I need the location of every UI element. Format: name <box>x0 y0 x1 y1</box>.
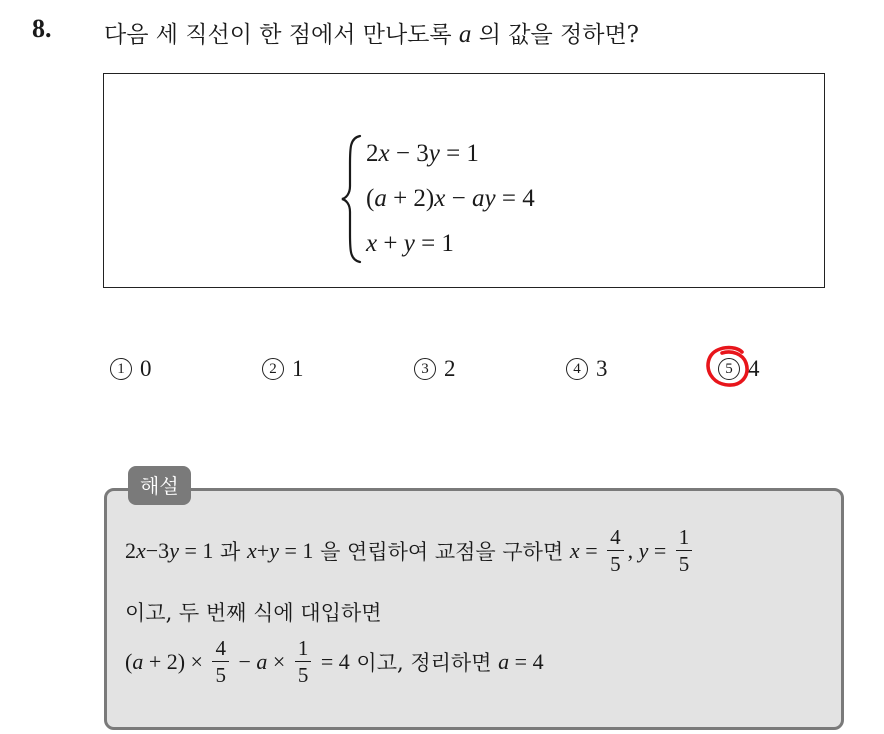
solution-tag: 해설 <box>128 466 191 505</box>
question-text-after: 의 값을 정하면? <box>478 22 639 48</box>
equation-2 <box>366 185 535 213</box>
sol1-eq-a: 2x−3y = 1 <box>125 538 214 563</box>
sol1-text-2: 을 연립하여 교점을 구하면 <box>313 540 570 564</box>
eq1-coef: 2 <box>366 140 379 167</box>
question-variable: a <box>458 21 472 48</box>
choice-1[interactable] <box>110 356 152 382</box>
eq2-rhs: = 4 <box>495 185 535 212</box>
sol3-text: 이고, 정리하면 <box>349 651 499 675</box>
sol3-fraction-1: $\frac{4}{5}$ <box>212 638 229 686</box>
eq3-rhs: = 1 <box>414 230 454 257</box>
choice-3[interactable] <box>414 356 456 382</box>
eq2-x: x <box>434 185 446 212</box>
sol3-final: a = 4 <box>498 649 544 674</box>
choice-2-value: 1 <box>292 356 304 381</box>
sol1-text-1: 과 <box>213 540 248 564</box>
choice-2[interactable] <box>262 356 304 382</box>
choice-2-marker: 2 <box>262 358 284 380</box>
solution-line-3 <box>125 638 544 686</box>
eq1-rhs: = 1 <box>439 140 479 167</box>
eq2-mid: + 2) <box>386 185 435 212</box>
eq3-op: + <box>377 230 404 257</box>
sol1-fraction-x: $\frac{4}{5}$ <box>607 527 624 575</box>
choice-3-marker: 3 <box>414 358 436 380</box>
eq3-x: x <box>366 230 378 257</box>
eq3-y: y <box>403 230 415 257</box>
equation-1 <box>366 140 479 168</box>
choice-4-marker: 4 <box>566 358 588 380</box>
eq2-y: y <box>484 185 496 212</box>
choice-3-value: 2 <box>444 356 456 381</box>
question-text-before: 다음 세 직선이 한 점에서 만나도록 <box>104 22 452 48</box>
choice-4[interactable] <box>566 356 608 382</box>
sol3-fraction-2: $\frac{1}{5}$ <box>295 638 312 686</box>
sol3-lhs-b: − a × <box>232 649 291 674</box>
choice-1-marker: 1 <box>110 358 132 380</box>
answer-circle-mark-icon <box>702 343 754 391</box>
eq2-lparen: ( <box>366 185 375 212</box>
choice-1-value: 0 <box>140 356 152 381</box>
equation-3 <box>366 230 454 258</box>
eq1-y: y <box>428 140 440 167</box>
sol1-eq-b: x+y = 1 <box>247 538 314 563</box>
question-text <box>104 16 639 49</box>
eq2-a2: a <box>471 185 485 212</box>
eq2-op: − <box>445 185 472 212</box>
solution-line-2: 이고, 두 번째 식에 대입하면 <box>125 601 382 625</box>
choice-5-value: 4 <box>748 356 760 381</box>
left-brace <box>340 134 364 264</box>
eq1-op: − 3 <box>389 140 429 167</box>
choice-5-marker: 5 <box>718 358 740 380</box>
sol1-fraction-y: $\frac{1}{5}$ <box>676 527 693 575</box>
sol3-lhs-a: (a + 2) × <box>125 649 209 674</box>
eq2-a: a <box>374 185 387 212</box>
sol1-y: , y = <box>627 538 672 563</box>
choice-4-value: 3 <box>596 356 608 381</box>
equation-system-box <box>103 73 825 288</box>
eq1-x: x <box>378 140 390 167</box>
sol1-x: x = <box>569 538 604 563</box>
sol3-rhs: = 4 <box>315 649 350 674</box>
solution-line-1 <box>125 527 696 575</box>
question-number: 8. <box>32 14 52 43</box>
